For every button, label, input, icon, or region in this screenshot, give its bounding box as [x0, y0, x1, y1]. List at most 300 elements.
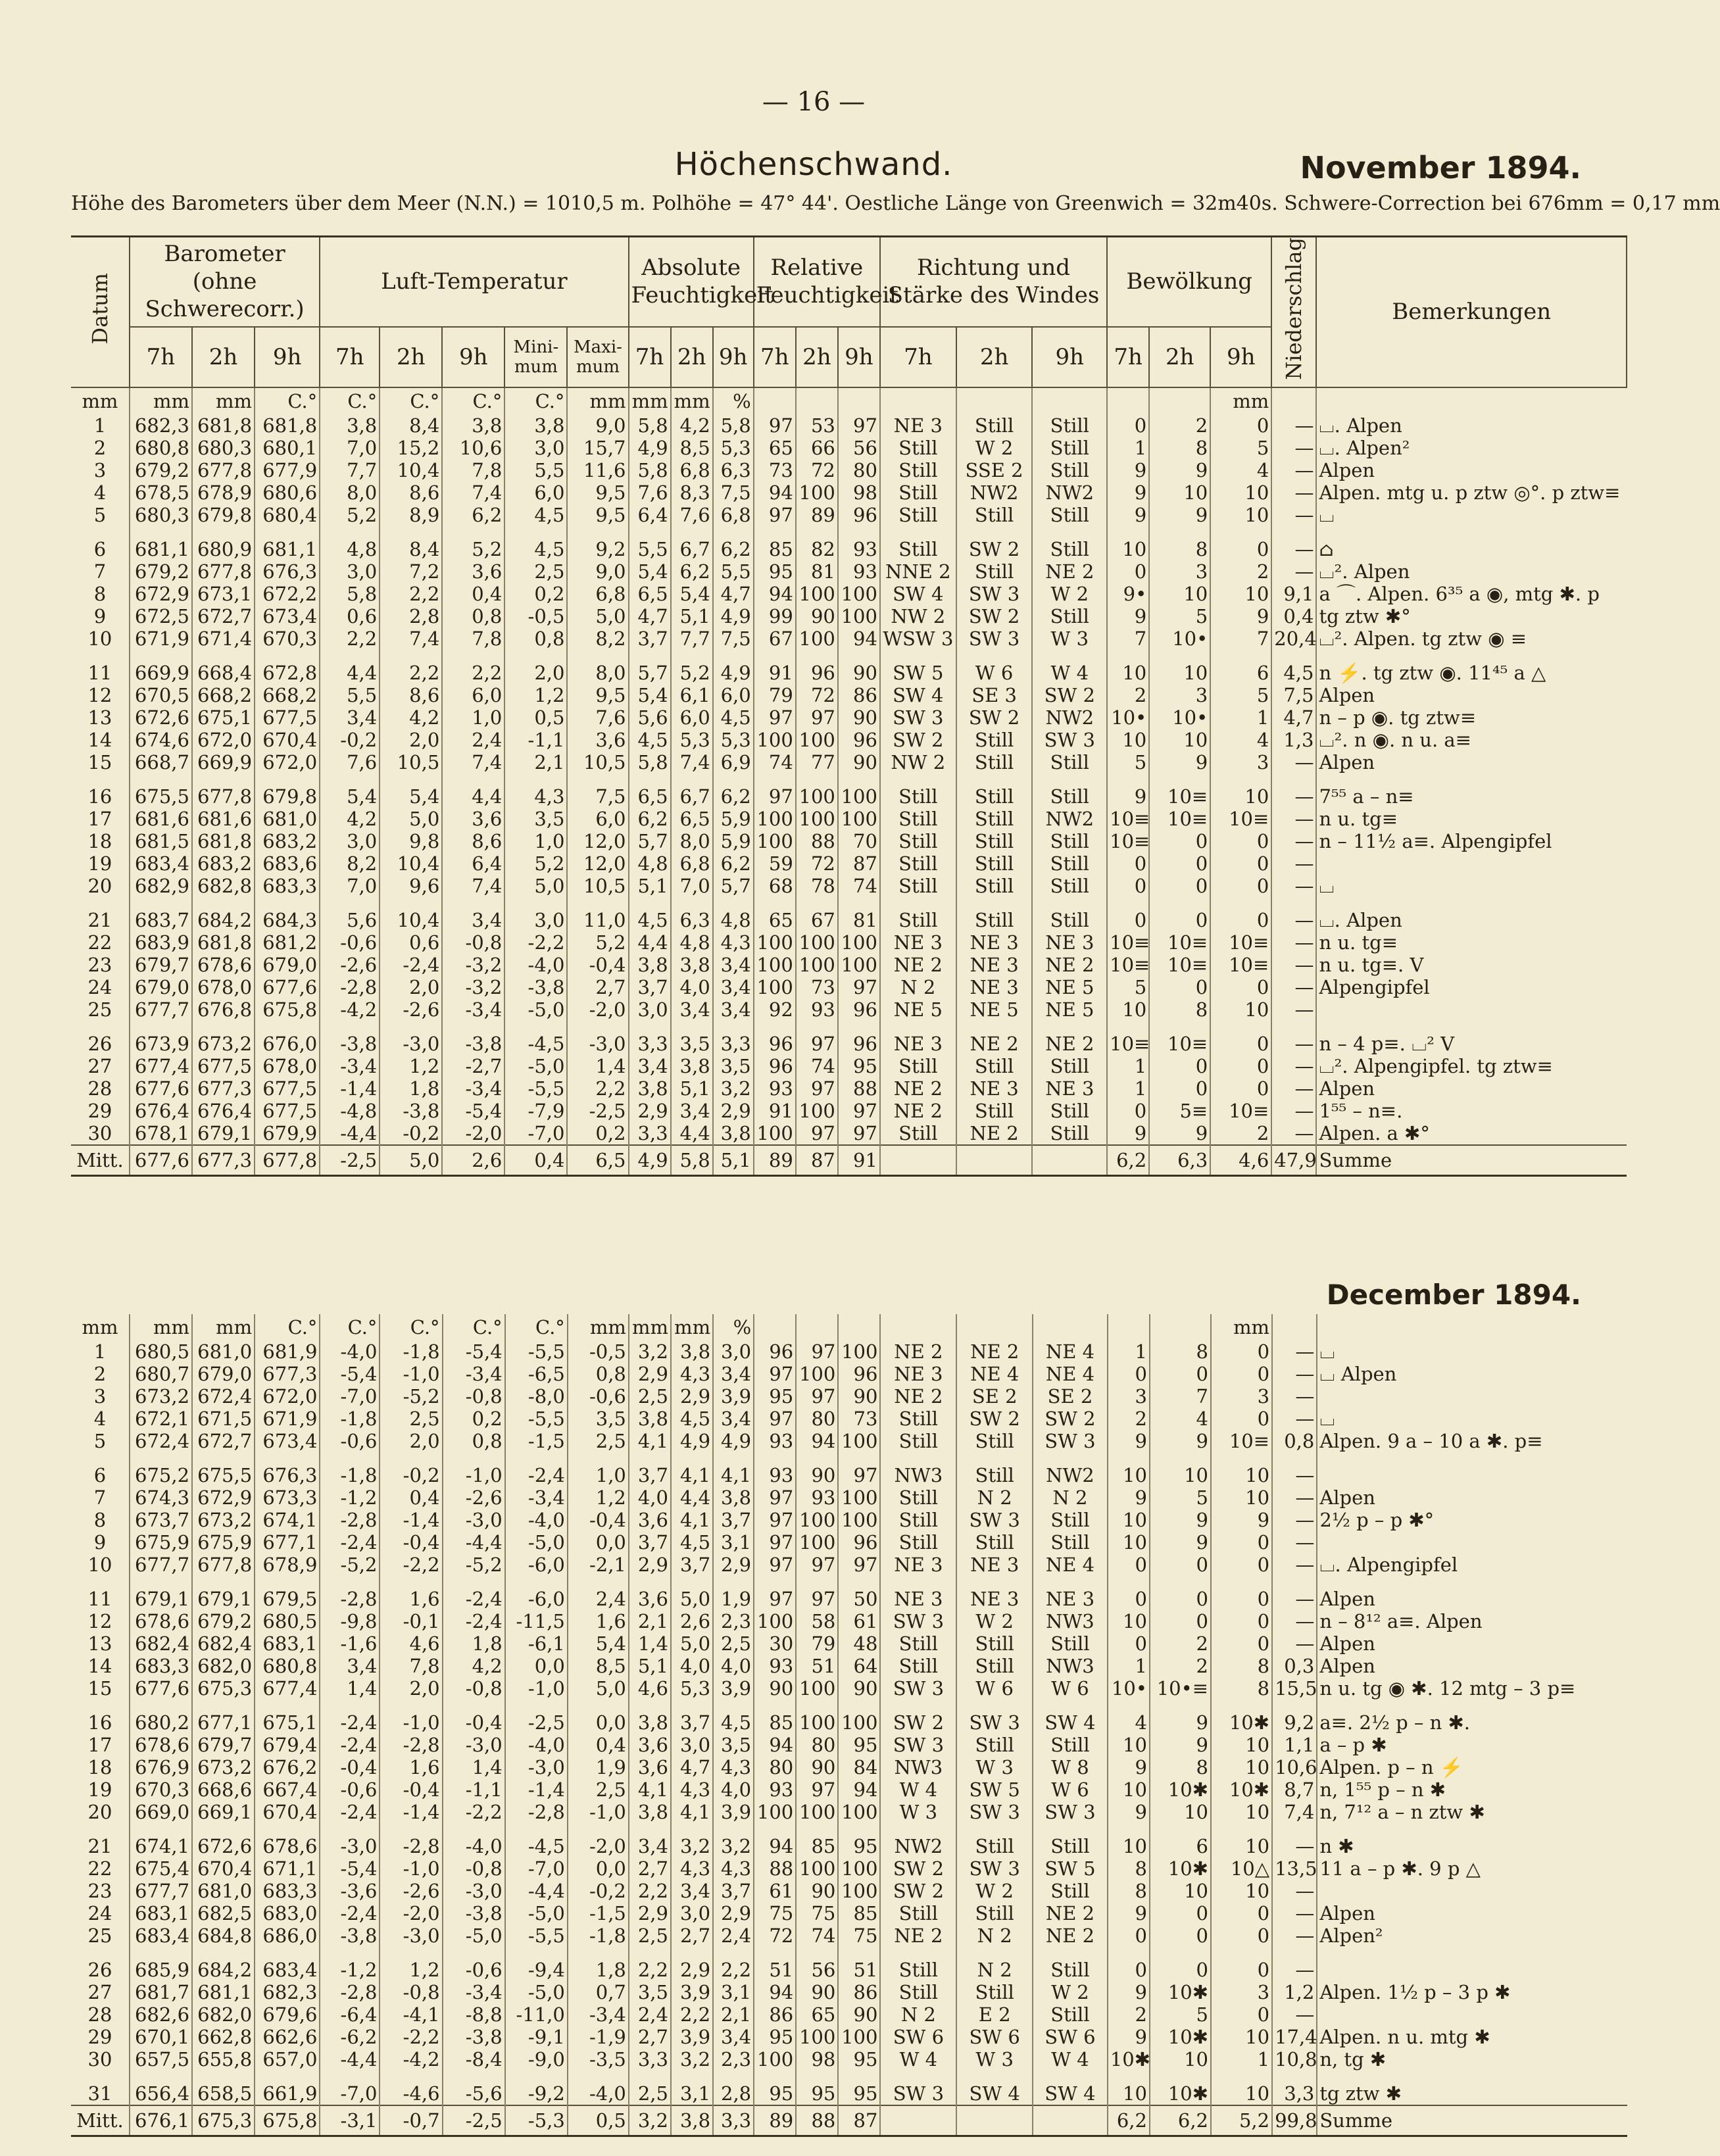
value-cell: 0: [1108, 1959, 1150, 1981]
remarks-cell: [1317, 1959, 1627, 1981]
value-cell: 10≡: [1149, 931, 1210, 954]
remarks-cell: Alpen: [1319, 1902, 1375, 1924]
value-cell: 0: [1149, 976, 1210, 998]
value-cell: 97: [754, 1531, 796, 1554]
value-cell: 100: [796, 808, 838, 830]
value-cell: 1: [1108, 1655, 1150, 1677]
value-cell: -3,0: [380, 1924, 442, 1947]
value-cell: 5,6: [629, 706, 671, 729]
table-row: [71, 1363, 1627, 1385]
value-cell: -4,4: [320, 2048, 380, 2070]
value-cell: NE 3: [880, 1588, 956, 1610]
value-cell: 6,5: [629, 583, 671, 605]
value-cell: 3,2: [629, 1340, 671, 1363]
value-cell: 11,0: [567, 909, 628, 931]
value-cell: 10: [1150, 1880, 1211, 1902]
value-cell: -1,0: [505, 1677, 568, 1700]
table-row: [71, 662, 1627, 684]
value-cell: Still: [956, 1835, 1033, 1857]
value-cell: 95: [838, 1055, 880, 1077]
value-cell: 2,5: [568, 1430, 629, 1452]
value-cell: Still: [1033, 1880, 1108, 1902]
value-cell: 10≡: [1149, 785, 1210, 808]
month-title-november: November 1894.: [1300, 150, 1581, 185]
december-table: [71, 1314, 1627, 2137]
value-cell: 4,4: [671, 1122, 713, 1145]
value-cell: 3: [1210, 751, 1271, 773]
value-cell: -3,0: [443, 1509, 505, 1531]
value-cell: 90: [796, 605, 838, 627]
date-cell: mm: [71, 1314, 130, 1340]
value-cell: -2,8: [320, 1509, 380, 1531]
value-cell: —: [1272, 1408, 1317, 1430]
value-cell: 59: [754, 852, 796, 875]
value-cell: 6: [1210, 662, 1271, 684]
value-cell: 10,4: [380, 852, 442, 875]
value-cell: 9: [1108, 2026, 1150, 2048]
value-cell: 100: [838, 1857, 880, 1880]
remarks-cell: a – p ✱: [1319, 1734, 1387, 1756]
value-cell: 100: [796, 2026, 838, 2048]
value-cell: SW 4: [956, 2082, 1033, 2105]
value-cell: 9: [1108, 1756, 1150, 1778]
value-cell: 10✱: [1150, 2026, 1211, 2048]
value-cell: 683,2: [192, 852, 255, 875]
value-cell: 674,6: [130, 729, 192, 751]
value-cell: 3,1: [671, 2082, 713, 2105]
value-cell: -1,8: [380, 1340, 442, 1363]
datum-header: Datum: [71, 237, 130, 387]
value-cell: 87: [796, 1145, 838, 1176]
value-cell: Still: [1032, 1055, 1107, 1077]
value-cell: 3,7: [629, 1464, 671, 1486]
value-cell: 3,4: [671, 998, 713, 1021]
value-cell: 100: [754, 729, 796, 751]
value-cell: 1,8: [443, 1632, 505, 1655]
value-cell: Still: [880, 1531, 956, 1554]
value-cell: 5,8: [629, 459, 671, 481]
remarks-cell: Summe: [1316, 1145, 1627, 1176]
value-cell: 2,3: [713, 1610, 754, 1632]
value-cell: 5: [1149, 605, 1210, 627]
value-cell: 30: [754, 1632, 796, 1655]
date-cell: 18: [71, 830, 130, 852]
remarks-cell: tg ztw ✱°: [1319, 604, 1411, 627]
value-cell: 0: [1107, 909, 1149, 931]
value-cell: 680,1: [255, 437, 320, 459]
value-cell: 10: [1211, 1801, 1272, 1823]
value-cell: 679,7: [130, 954, 192, 976]
value-cell: 677,6: [130, 1677, 192, 1700]
value-cell: 100: [838, 1340, 880, 1363]
value-cell: -2,6: [380, 1880, 442, 1902]
table-row: [71, 1531, 1627, 1554]
value-cell: 675,1: [255, 1711, 320, 1734]
value-cell: 10≡: [1210, 808, 1271, 830]
value-cell: 2,5: [568, 1778, 629, 1801]
value-cell: -0,5: [504, 605, 567, 627]
col-9h: 9h: [442, 327, 504, 387]
remarks-cell: Alpen. 9 a – 10 a ✱. p≡: [1319, 1430, 1543, 1452]
value-cell: mm: [1211, 1314, 1272, 1340]
value-cell: 2,0: [380, 729, 442, 751]
remarks-cell: n u. tg≡: [1319, 807, 1398, 830]
value-cell: 7,5: [713, 627, 754, 650]
value-cell: 9: [1150, 1711, 1211, 1734]
value-cell: 100: [796, 954, 838, 976]
value-cell: 5,0: [504, 875, 567, 897]
value-cell: Still: [880, 1632, 956, 1655]
value-cell: 2,2: [671, 2003, 713, 2026]
col-7h: 7h: [130, 327, 192, 387]
value-cell: 15,5: [1272, 1677, 1317, 1700]
value-cell: 676,3: [255, 560, 320, 583]
value-cell: 5,2: [671, 662, 713, 684]
value-cell: C.°: [442, 387, 504, 414]
date-cell: 8: [71, 583, 130, 605]
value-cell: -7,0: [504, 1122, 567, 1145]
value-cell: Still: [880, 808, 956, 830]
value-cell: -2,4: [320, 1902, 380, 1924]
value-cell: 5,4: [568, 1632, 629, 1655]
value-cell: Still: [1032, 1100, 1107, 1122]
value-cell: 10: [1149, 481, 1210, 504]
table-row: [71, 931, 1627, 954]
value-cell: SW 3: [1033, 1801, 1108, 1823]
value-cell: 671,1: [255, 1857, 320, 1880]
value-cell: -3,0: [380, 1033, 442, 1055]
value-cell: 95: [796, 2082, 838, 2105]
value-cell: 4,9: [713, 662, 754, 684]
value-cell: -4,0: [504, 954, 567, 976]
value-cell: -1,8: [568, 1924, 629, 1947]
value-cell: 0: [1210, 976, 1271, 998]
value-cell: 682,3: [130, 414, 192, 437]
remarks-cell: Alpen: [1319, 1655, 1375, 1677]
value-cell: 85: [796, 1835, 838, 1857]
value-cell: 2,5: [713, 1632, 754, 1655]
value-cell: 77: [796, 751, 838, 773]
value-cell: 3,2: [713, 1077, 754, 1100]
value-cell: Still: [956, 1464, 1033, 1486]
value-cell: NW 2: [880, 605, 956, 627]
remarks-cell: ⌂: [1319, 537, 1334, 560]
value-cell: 680,7: [130, 1363, 192, 1385]
value-cell: 677,3: [255, 1363, 320, 1385]
value-cell: 5,0: [380, 1145, 442, 1176]
value-cell: 2,7: [567, 976, 628, 998]
value-cell: 3,8: [671, 1055, 713, 1077]
value-cell: Still: [1032, 414, 1107, 437]
value-cell: 6,8: [671, 459, 713, 481]
value-cell: —: [1271, 1055, 1316, 1077]
remarks-cell: n u. tg ◉ ✱. 12 mtg – 3 p≡: [1319, 1677, 1576, 1700]
value-cell: 678,9: [255, 1554, 320, 1576]
date-cell: 9: [71, 1531, 130, 1554]
value-cell: 3,3: [1272, 2082, 1317, 2105]
date-cell: 9: [71, 605, 130, 627]
value-cell: 1,0: [568, 1464, 629, 1486]
value-cell: —: [1271, 909, 1316, 931]
value-cell: 682,8: [192, 875, 255, 897]
value-cell: 3,1: [713, 1981, 754, 2003]
value-cell: [1032, 387, 1107, 414]
value-cell: 0: [1210, 852, 1271, 875]
value-cell: 3,8: [629, 1801, 671, 1823]
value-cell: Still: [956, 808, 1033, 830]
table-row: [71, 998, 1627, 1021]
table-row: [71, 2048, 1627, 2070]
row-gap: [71, 1452, 1627, 1464]
value-cell: 90: [838, 751, 880, 773]
value-cell: 4: [1150, 1408, 1211, 1430]
value-cell: NE 2: [1032, 560, 1107, 583]
value-cell: 10: [1211, 2026, 1272, 2048]
value-cell: 4,1: [629, 1778, 671, 1801]
value-cell: Still: [956, 560, 1033, 583]
col-7h: 7h: [754, 327, 796, 387]
value-cell: 2: [1150, 1655, 1211, 1677]
value-cell: 100: [796, 1857, 838, 1880]
value-cell: Still: [880, 1655, 956, 1677]
table-row: [71, 538, 1627, 560]
col-2h: 2h: [1149, 327, 1210, 387]
value-cell: 4,5: [671, 1408, 713, 1430]
value-cell: 74: [796, 1924, 838, 1947]
value-cell: SW 5: [880, 662, 956, 684]
value-cell: 96: [754, 1340, 796, 1363]
value-cell: 4,1: [629, 1430, 671, 1452]
value-cell: 3,5: [713, 1055, 754, 1077]
value-cell: 10: [1108, 1734, 1150, 1756]
table-row: [71, 1655, 1627, 1677]
value-cell: 2,9: [713, 1554, 754, 1576]
value-cell: 2,7: [671, 1924, 713, 1947]
value-cell: NE 2: [1032, 954, 1107, 976]
value-cell: -0,4: [567, 954, 628, 976]
value-cell: 10: [1211, 2082, 1272, 2105]
date-cell: 27: [71, 1055, 130, 1077]
value-cell: 15,7: [567, 437, 628, 459]
value-cell: 675,2: [130, 1464, 192, 1486]
value-cell: 3,6: [567, 729, 628, 751]
value-cell: —: [1271, 414, 1316, 437]
value-cell: 657,0: [255, 2048, 320, 2070]
value-cell: 673,4: [255, 1430, 320, 1452]
value-cell: 5,4: [629, 560, 671, 583]
value-cell: [1107, 387, 1149, 414]
value-cell: 6,0: [713, 684, 754, 706]
value-cell: -3,4: [442, 998, 504, 1021]
value-cell: [880, 1314, 956, 1340]
units-row: [71, 1314, 1627, 1340]
value-cell: 93: [796, 998, 838, 1021]
value-cell: 0: [1150, 1554, 1211, 1576]
value-cell: 4,6: [380, 1632, 442, 1655]
value-cell: -2,8: [320, 976, 380, 998]
value-cell: 10: [1210, 998, 1271, 1021]
value-cell: -0,6: [320, 931, 380, 954]
value-cell: Still: [880, 1055, 956, 1077]
value-cell: 81: [838, 909, 880, 931]
value-cell: 4,1: [713, 1464, 754, 1486]
col-9h: 9h: [838, 327, 880, 387]
value-cell: 685,9: [130, 1959, 192, 1981]
value-cell: 679,2: [192, 1610, 255, 1632]
value-cell: Still: [956, 1100, 1033, 1122]
table-row: [71, 1464, 1627, 1486]
value-cell: 95: [838, 1835, 880, 1857]
value-cell: Still: [956, 751, 1033, 773]
table-row: [71, 1959, 1627, 1981]
value-cell: 4,9: [629, 1145, 671, 1176]
value-cell: Still: [1032, 538, 1107, 560]
table-row: [71, 1924, 1627, 1947]
value-cell: 97: [754, 1408, 796, 1430]
value-cell: -5,5: [505, 1408, 568, 1430]
value-cell: 8: [1149, 998, 1210, 1021]
value-cell: 5,8: [671, 1145, 713, 1176]
value-cell: W 8: [1033, 1756, 1108, 1778]
value-cell: -0,7: [380, 2105, 442, 2136]
value-cell: 6,4: [629, 504, 671, 526]
value-cell: -2,6: [380, 998, 442, 1021]
value-cell: 90: [754, 1677, 796, 1700]
value-cell: 4,1: [671, 1801, 713, 1823]
value-cell: 4,6: [629, 1677, 671, 1700]
value-cell: 86: [754, 2003, 796, 2026]
row-gap: [71, 897, 1627, 909]
value-cell: Still: [956, 909, 1033, 931]
value-cell: Still: [1032, 852, 1107, 875]
value-cell: C.°: [320, 1314, 380, 1340]
value-cell: -1,4: [505, 1778, 568, 1801]
value-cell: 6,2: [442, 504, 504, 526]
value-cell: -0,6: [320, 1430, 380, 1452]
value-cell: 7,8: [442, 627, 504, 650]
value-cell: -2,0: [568, 1835, 629, 1857]
value-cell: 2,5: [380, 1408, 442, 1430]
value-cell: 5,9: [713, 808, 754, 830]
value-cell: 672,9: [130, 583, 192, 605]
value-cell: 3,3: [713, 1033, 754, 1055]
value-cell: 4,3: [713, 931, 754, 954]
value-cell: 9,6: [380, 875, 442, 897]
value-cell: 1,9: [568, 1756, 629, 1778]
value-cell: 10: [1211, 1486, 1272, 1509]
value-cell: 678,6: [255, 1835, 320, 1857]
value-cell: 3,9: [713, 1801, 754, 1823]
value-cell: 4,2: [380, 706, 442, 729]
value-cell: 0,4: [1271, 605, 1316, 627]
value-cell: 3,3: [629, 1122, 671, 1145]
value-cell: -6,4: [320, 2003, 380, 2026]
value-cell: [1108, 1314, 1150, 1340]
value-cell: Still: [880, 1902, 956, 1924]
value-cell: -2,8: [380, 1835, 442, 1857]
value-cell: -4,4: [443, 1531, 505, 1554]
value-cell: 94: [838, 1778, 880, 1801]
value-cell: 676,4: [192, 1100, 255, 1122]
value-cell: SW 5: [956, 1778, 1033, 1801]
date-cell: 23: [71, 1880, 130, 1902]
value-cell: 3,2: [713, 1835, 754, 1857]
value-cell: 0: [1149, 830, 1210, 852]
value-cell: Still: [880, 1509, 956, 1531]
value-cell: —: [1271, 1033, 1316, 1055]
value-cell: 3,7: [713, 1880, 754, 1902]
date-cell: 2: [71, 437, 130, 459]
value-cell: 680,5: [255, 1610, 320, 1632]
remarks-cell: ⌴. Alpengipfel: [1319, 1554, 1458, 1576]
value-cell: 3,5: [713, 1734, 754, 1756]
value-cell: -1,0: [568, 1801, 629, 1823]
value-cell: 10✱: [1211, 1778, 1272, 1801]
value-cell: 1,2: [380, 1959, 442, 1981]
value-cell: 683,2: [255, 830, 320, 852]
value-cell: 0: [1211, 1531, 1272, 1554]
value-cell: 672,0: [255, 1385, 320, 1408]
date-cell: 5: [71, 504, 130, 526]
value-cell: 3,4: [320, 1655, 380, 1677]
value-cell: 8,2: [567, 627, 628, 650]
value-cell: 683,1: [255, 1632, 320, 1655]
value-cell: -5,2: [443, 1554, 505, 1576]
value-cell: [1271, 387, 1316, 414]
value-cell: 683,9: [130, 931, 192, 954]
value-cell: 5,0: [671, 1588, 713, 1610]
value-cell: 0,2: [567, 1122, 628, 1145]
value-cell: 4,3: [713, 1857, 754, 1880]
value-cell: 20,4: [1271, 627, 1316, 650]
value-cell: -5,2: [320, 1554, 380, 1576]
value-cell: 7,4: [442, 751, 504, 773]
value-cell: N 2: [880, 976, 956, 998]
value-cell: 677,7: [130, 1554, 192, 1576]
value-cell: 6,0: [567, 808, 628, 830]
value-cell: 3,5: [671, 1033, 713, 1055]
value-cell: -3,2: [442, 954, 504, 976]
value-cell: 3,9: [713, 1385, 754, 1408]
value-cell: 2,9: [629, 1902, 671, 1924]
value-cell: 10: [1211, 1464, 1272, 1486]
value-cell: 4,2: [443, 1655, 505, 1677]
value-cell: 4,6: [1210, 1145, 1271, 1176]
value-cell: 6,3: [1149, 1145, 1210, 1176]
value-cell: —: [1272, 1464, 1317, 1486]
value-cell: 677,4: [255, 1677, 320, 1700]
value-cell: 86: [838, 1981, 880, 2003]
row-gap: [71, 650, 1627, 662]
value-cell: W 3: [956, 1756, 1033, 1778]
value-cell: 8: [1211, 1655, 1272, 1677]
value-cell: -1,2: [320, 1959, 380, 1981]
value-cell: 0: [1107, 875, 1149, 897]
value-cell: —: [1271, 538, 1316, 560]
value-cell: 97: [796, 706, 838, 729]
value-cell: 56: [838, 437, 880, 459]
station-metadata: Höhe des Barometers über dem Meer (N.N.) = 1010,5 m. Polhöhe = 47° 44'. Oestliche Länge von Greenwich = 32m40s. Schwere-Correction bei 676mm = 0,17 mm: [71, 192, 1720, 215]
value-cell: 2,4: [442, 729, 504, 751]
value-cell: 3,2: [629, 2105, 671, 2136]
value-cell: 673,3: [255, 1486, 320, 1509]
value-cell: 9: [1107, 504, 1149, 526]
value-cell: C.°: [320, 387, 380, 414]
value-cell: [956, 2105, 1033, 2136]
value-cell: 100: [796, 1100, 838, 1122]
value-cell: 4: [1210, 459, 1271, 481]
value-cell: -6,0: [505, 1554, 568, 1576]
